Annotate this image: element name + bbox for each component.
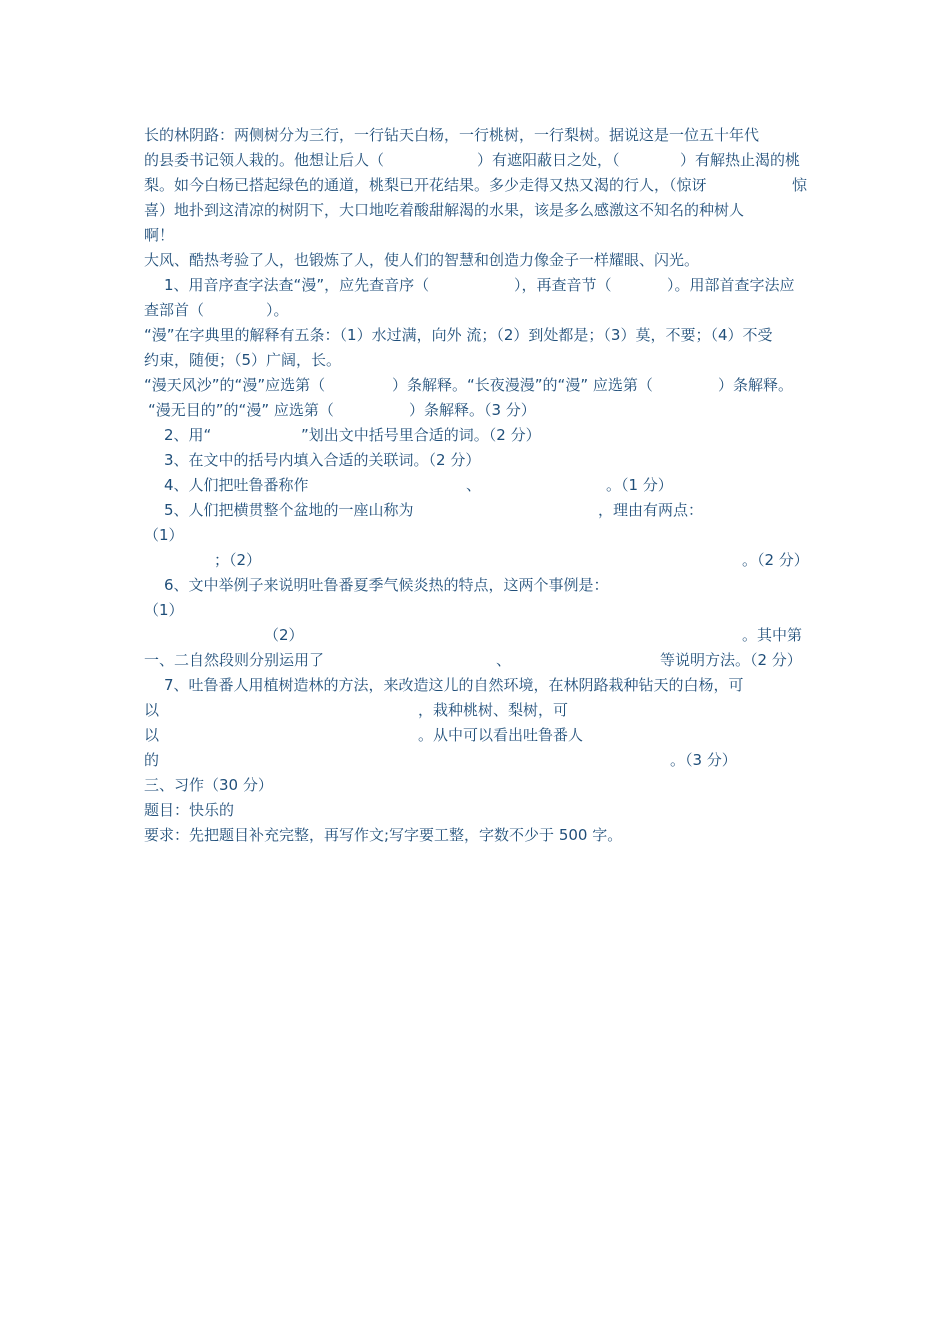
question-text: 6、文中举例子来说明吐鲁番夏季气候炎热的特点，这两个事例是： [164,576,609,594]
passage-text: 大风、酷热考验了人，也锻炼了人，使人们的智慧和创造力像金子一样耀眼、闪光。 [144,251,700,269]
question-text: ）条解释。“长夜漫漫”的“漫” 应选第（ [392,376,653,394]
question-text: 。其中第 [742,626,803,644]
question-text: 以 [144,726,160,744]
question-1-line [144,398,808,423]
question-text: 3、在文中的括号内填入合适的关联词。（2 分） [164,451,481,469]
topic-text: 题目：快乐的 [144,801,235,819]
question-text: 5、人们把横贯整个盆地的一座山称为 [164,501,414,519]
question-text: 的 [144,751,160,769]
passage-line [144,173,808,198]
question-5-line [144,548,808,573]
question-text: （1） [144,601,184,619]
question-5-line [144,523,808,548]
passage-text: ）有遮阳蔽日之处，（ [477,151,620,169]
question-6 [144,573,808,598]
question-text: ）。 [266,301,289,319]
question-1-line [144,373,808,398]
passage-line [144,248,808,273]
passage-text: 的县委书记领人栽的。他想让后人（ [144,151,385,169]
question-text: 约束，随便；（5）广阔，长。 [144,351,342,369]
passage-line [144,223,808,248]
question-text: “漫天风沙”的“漫”应选第（ [144,376,326,394]
question-text: （2） [264,626,304,644]
question-text: 。（3 分） [670,751,737,769]
question-4 [144,473,808,498]
question-text: ）。用部首查字法应 [667,276,795,294]
composition-topic [144,798,808,823]
question-text: “漫”在字典里的解释有五条：（1）水过满，向外 流；（2）到处都是；（3）莫，不要；（4）不受 [144,326,773,344]
question-5 [144,498,808,523]
passage-text: ）有解热止渴的桃 [680,151,801,169]
passage-text: 惊 [792,176,808,194]
question-text: ；（2） [214,551,262,569]
question-text: ）条解释。（3 分） [409,401,536,419]
question-text: 。（1 分） [606,476,673,494]
question-7-line [144,698,808,723]
question-text: ，栽种桃树、梨树，可 [418,701,569,719]
question-text: “漫无目的”的“漫” 应选第（ [148,401,334,419]
question-7-line [144,723,808,748]
passage-text: 喜）地扑到这清凉的树阴下，大口地吃着酸甜解渴的水果，该是多么感激这不知名的种树人 [144,201,745,219]
question-3 [144,448,808,473]
question-1-line [144,348,808,373]
question-text: 。从中可以看出吐鲁番人 [418,726,584,744]
question-text: 。（2 分） [742,551,809,569]
question-text: 2、用“ [164,426,212,444]
composition-requirement [144,823,808,848]
question-text: 1、用音序查字法查“漫”，应先查音序（ [164,276,430,294]
question-1-line [144,323,808,348]
passage-line [144,123,808,148]
question-1-line [144,298,808,323]
question-text: ），再查音节（ [514,276,612,294]
question-1 [144,273,808,298]
question-text: 等说明方法。（2 分） [660,651,802,669]
question-text: 、 [496,651,512,669]
question-text: 7、吐鲁番人用植树造林的方法，来改造这儿的自然环境，在林阴路栽种钻天的白杨，可 [164,676,744,694]
question-text: （1） [144,526,184,544]
passage-text: 梨。如今白杨已搭起绿色的通道，桃梨已开花结果。多少走得又热又渴的行人，（惊讶 [144,176,707,194]
question-text: ，理由有两点： [598,501,704,519]
question-text: 以 [144,701,160,719]
question-text: 4、人们把吐鲁番称作 [164,476,309,494]
question-text: 查部首（ [144,301,205,319]
question-7 [144,673,808,698]
question-text: ”划出文中括号里合适的词。（2 分） [301,426,541,444]
passage-line [144,148,808,173]
question-6-line [144,648,808,673]
requirement-text: 要求：先把题目补充完整，再写作文;写字要工整，字数不少于 500 字。 [144,826,623,844]
question-7-line [144,748,808,773]
question-text: 、 [466,476,482,494]
question-text: ）条解释。 [718,376,794,394]
passage-text: 长的林阴路：两侧树分为三行，一行钻天白杨，一行桃树，一行梨树。据说这是一位五十年代 [144,126,760,144]
passage-text: 啊！ [144,226,175,244]
section-heading: 三、习作（30 分） [144,776,273,794]
composition-heading [144,773,808,798]
question-2 [144,423,808,448]
question-6-line [144,623,808,648]
question-6-line [144,598,808,623]
passage-line [144,198,808,223]
question-text: 一、二自然段则分别运用了 [144,651,325,669]
